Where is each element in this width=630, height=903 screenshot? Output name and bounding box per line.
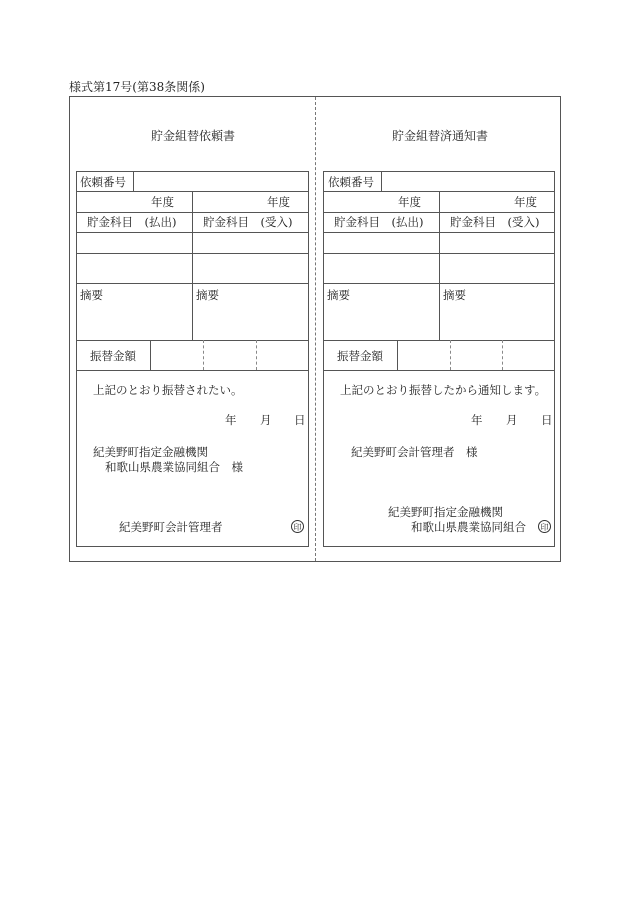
left-date-day: 日 <box>294 413 306 427</box>
right-transfer-amount-label: 振替金額 <box>337 349 383 363</box>
right-summary-label-2: 摘要 <box>443 288 466 302</box>
right-year-label-2: 年度 <box>514 195 537 209</box>
right-request-no-field[interactable] <box>382 172 554 190</box>
left-year-label-1: 年度 <box>151 195 174 209</box>
left-recipient-line1: 紀美野町指定金融機関 <box>93 445 208 459</box>
right-account-out-label: 貯金科目 (払出) <box>334 215 424 229</box>
cut-line <box>315 97 316 561</box>
right-recipient-line1: 紀美野町会計管理者 様 <box>351 445 478 459</box>
right-signer-line2: 和歌山県農業協同組合 <box>411 520 526 534</box>
right-statement: 上記のとおり振替したから通知します。 <box>340 383 547 397</box>
left-account-out-label: 貯金科目 (払出) <box>87 215 177 229</box>
right-form-title: 貯金組替済通知書 <box>392 129 489 143</box>
left-form-title: 貯金組替依頼書 <box>151 129 236 143</box>
right-summary-label-1: 摘要 <box>327 288 350 302</box>
right-seal-mark: 印 <box>538 520 551 533</box>
left-summary-label-2: 摘要 <box>196 288 219 302</box>
right-request-no-label: 依頼番号 <box>328 175 374 189</box>
left-transfer-amount-label: 振替金額 <box>90 349 136 363</box>
right-transfer-amount-field[interactable] <box>398 341 554 369</box>
right-date-day: 日 <box>541 413 553 427</box>
left-signer: 紀美野町会計管理者 <box>119 520 223 534</box>
right-signer-line1: 紀美野町指定金融機関 <box>388 505 503 519</box>
right-account-in-label: 貯金科目 (受入) <box>450 215 540 229</box>
left-year-label-2: 年度 <box>267 195 290 209</box>
right-year-label-1: 年度 <box>398 195 421 209</box>
left-statement: 上記のとおり振替されたい。 <box>93 383 243 397</box>
left-seal-mark: 印 <box>291 520 304 533</box>
left-date-month: 月 <box>260 413 272 427</box>
form-number-caption: 様式第17号(第38条関係) <box>69 80 205 94</box>
left-account-in-label: 貯金科目 (受入) <box>203 215 293 229</box>
left-date-year: 年 <box>225 413 237 427</box>
right-date-year: 年 <box>471 413 483 427</box>
left-transfer-amount-field[interactable] <box>151 341 308 369</box>
left-summary-label-1: 摘要 <box>80 288 103 302</box>
right-date-month: 月 <box>506 413 518 427</box>
left-request-no-field[interactable] <box>134 172 308 190</box>
left-recipient-line2: 和歌山県農業協同組合 様 <box>105 460 243 474</box>
left-request-no-label: 依頼番号 <box>80 175 126 189</box>
